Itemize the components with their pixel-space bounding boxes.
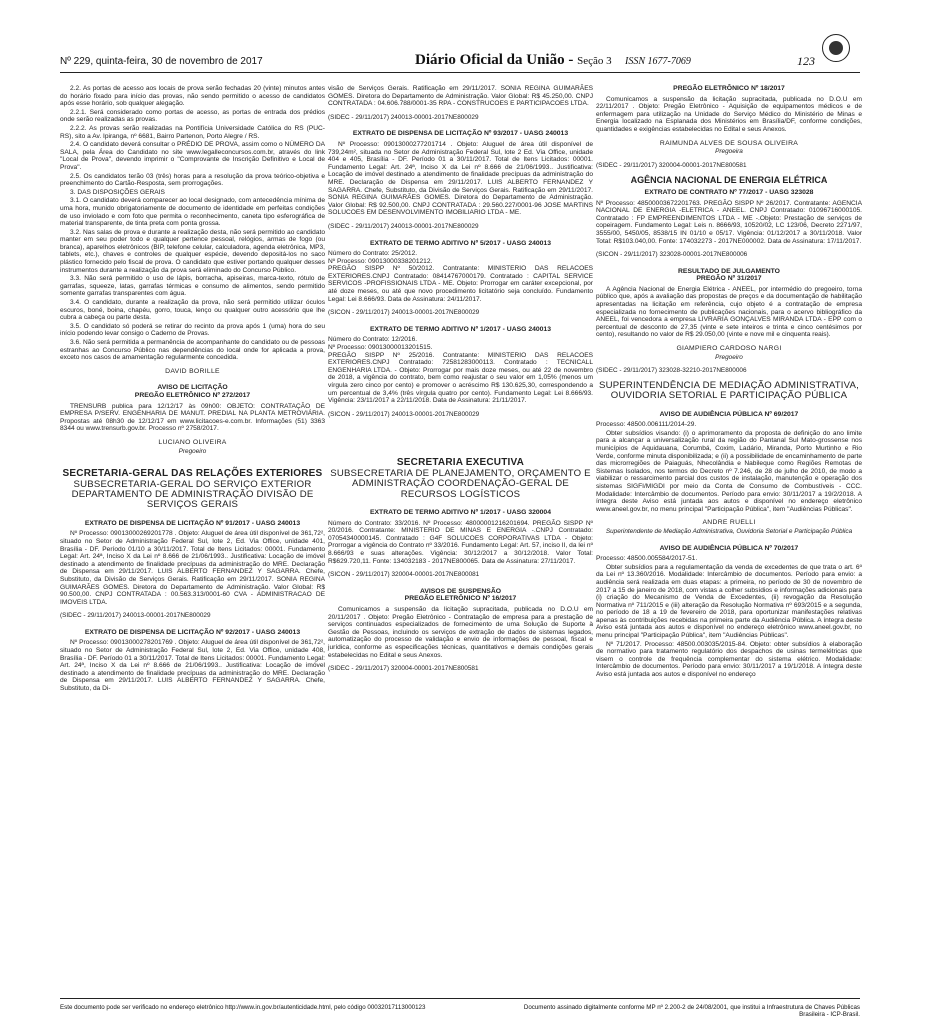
notice-title: EXTRATO DE TERMO ADITIVO Nº 5/2017 - UASG 240013 <box>369 239 551 247</box>
paragraph: 3.2. Nas salas de prova e durante a realização desta, não será permitido ao candidato manter em seu poder todo e qualquer pertence pessoal, relógios, armas de fogo (ou branca), aparelhos eletrônicos (BIP, telefone celular, calculadora, agenda eletrônica, MP3, tablets, etc.), chaves e controles de qualquer espécie, devendo depositá-los no saco plástico fornecido pelo fiscal de prova. O candidato que estiver portando qualquer desses instrumentos durante a realização da prova será eliminado do Concurso Público. <box>60 228 325 274</box>
notice-subtitle: PREGÃO ELETRÔNICO Nº 272/2017 <box>134 391 251 399</box>
signature-name: LUCIANO OLIVEIRA <box>158 438 227 446</box>
paragraph: Comunicamos a suspensão da licitação supracitada, publicada no D.O.U em 22/11/2017 . Objeto: Pregão Eletrônico - Aquisição de equipamentos médicos e de enfermagem para utilização na Unidade do Serviço Médico do Ministério de Minas e Energia localizado na Esplanada dos Ministérios em Brasília/DF, conforme condições, quantidades e exigências estabelecidas no Edital e seus Anexos. <box>596 95 862 133</box>
section-label: Seção 3 <box>577 55 612 67</box>
publication-code: (SIDEC - 29/11/2017) 320004-00001-2017NE800581 <box>596 161 747 169</box>
notice-title: EXTRATO DE TERMO ADITIVO Nº 1/2017 - UASG 320004 <box>369 509 551 516</box>
publication-code: (SIDEC - 29/11/2017) 320004-00001-2017NE800581 <box>328 665 479 673</box>
organization-heading: AGÊNCIA NACIONAL DE ENERGIA ELÉTRICA <box>630 175 828 186</box>
paragraph: Obter subsídios visando: (i) o aprimoramento da proposta de definição do ano limite para a alcançar a universalização rural da região do Pantanal Sul Mato-grossense nos municípios de Aquidauana, Corumbá, Coxim, Ladário, Miranda, Porto Murtinho e Rio Verde, conforme minuta disponibilizada; e (ii) a possibilidade de encaminhamento de parte das microrregiões de Paiaguás, Nhecolândia e Nabileque como Regiões Remotas de Sistemas Isolados, nos termos do Decreto nº 7.246, de 28 de julho de 2010, de modo a viabilizar o ressarcimento parcial dos custos de instalação, manutenção e operação dos sistemas SIGFI/MIGDI por meio da Conta de Consumo de Combustíveis - CCC. Modalidade: Intercâmbio de documentos. Período para envio: 30/11/2017 a 19/2/2018. A íntegra deste Aviso está juntada aos autos e disponível no endereço eletrônico www.aneel.gov.br, no menu principal "Participação Pública", item "Audiências Públicas". <box>596 429 862 513</box>
publication-code: (SICON - 29/11/2017) 323028-00001-2017NE800006 <box>596 251 748 259</box>
notice-title: EXTRATO DE DISPENSA DE LICITAÇÃO Nº 93/2017 - UASG 240013 <box>352 130 569 138</box>
publication-code: (SICON - 29/11/2017) 240013-00001-2017NE800029 <box>328 410 480 418</box>
publication-code: (SIDEC - 29/11/2017) 240013-00001-2017NE800029 <box>328 113 479 121</box>
process-number: Processo: 48500.005584/2017-51. <box>596 555 698 563</box>
footer-rule <box>60 998 860 999</box>
paragraph: 3.6. Não será permitida a permanência de acompanhante do candidato ou de pessoas estranhas ao Concurso Público nas dependências do local onde for aplicada a prova, exceto nos casos de amamentação regularmente concedida. <box>60 339 325 362</box>
paragraph: Nº 71/2017. Processo: 48500.003035/2015-84. Objeto: obter subsídios à elaboração de normativo para tratamento regulatório dos despachos de usinas termelétricas que visem o controle de frequência complementar do sistema elétrico. Modalidade: Intercâmbio de documentos. Período para envio: 30/11/2017 a 19/1/2018. A íntegra deste Aviso está juntada aos autos e disponível no endereço <box>596 640 862 679</box>
footer-verification: Este documento pode ser verificado no endereço eletrônico http://www.in.gov.br/autenticidade.html, pelo código 00032017113000123 <box>60 1004 426 1011</box>
signature-role: Pregoeira <box>715 148 743 156</box>
publication-code: (SICON - 29/11/2017) 320004-00001-2017NE800081 <box>328 571 480 579</box>
paragraph: Comunicamos a suspensão da licitação supracitada, publicada no D.O.U em 20/11/2017 . Objeto: Pregão Eletrônico - Contratação de empresa para a prestação de serviços continuados especializados de fornecimento de uma Solução de Suporte à Gestão de Pessoas, incluindo os serviços de extração de dados de sistemas legados, automatização do processo de validação e envio de informações de pessoal, fiscal e jurídica, conforme as especificações técnicas, quantitativos e demais condições gerais estabelecidas no Edital e seus Anexos. <box>328 605 593 659</box>
organization-heading: SUPERINTENDÊNCIA DE MEDIAÇÃO ADMINISTRATIVA, OUVIDORIA SETORIAL E PARTICIPAÇÃO PÚBLICA <box>598 379 860 402</box>
paragraph: Nº Processo: 09013000269201778 . Objeto: Aluguel de área útil disponível de 361,72², situado no Setor de Administração Federal Sul, lote 2, Ed. Via Office, unidade 401, Brasília - DF. Período 01/10 a 30/11/2017. Total de Itens Licitados: 00001. Fundamento Legal: Art. 24ª, Inciso X da Lei nº 8.666 de 21/06/1993.. Justificativa: Locação de imóvel destinado a atendimento de finalidade precípuas da administração do MRE. Declaração de Dispensa em 29/11/2017. LUIS ALBERTO FERNANDEZ Y SAGARRA. Chefe, Substituto, da Divisão de Serviços Gerais. Ratificação em 29/11/2017. SONIA REGINA GUIMARÃES GOMES. Diretora do Departamento de Administração. Valor Global: R$ 90.500,00. CNPJ CONTRATADA : 00.563.313/0001-60 CVA - ADMINISTRACAO DE IMOVEIS LTDA. <box>60 530 325 606</box>
notice-subtitle: PREGÃO Nº 31/2017 <box>696 275 762 283</box>
journal-name: Diário Oficial da União - <box>415 52 574 68</box>
notice-title: AVISOS DE SUSPENSÃO <box>419 587 502 595</box>
column-3 <box>596 85 862 680</box>
signature-name: GIAMPIERO CARDOSO NARGI <box>676 345 782 353</box>
notice-subtitle: PREGÃO ELETRÔNICO Nº 16/2017 <box>404 595 517 603</box>
issue-date: Nº 229, quinta-feira, 30 de novembro de 2017 <box>60 56 263 67</box>
paragraph: A Agência Nacional de Energia Elétrica - ANEEL, por intermédio do pregoeiro, torna público que, após a avaliação das propostas de preços e da documentação de habilitação apresentadas na licitação em referência, cujo objeto é a contratação de empresa especializada no fornecimento de publicações nacionais, para o acervo bibliográfico da ANEEL, foi vencedora a empresa LIVRARIA GONÇALVES MIRANDA LTDA - EPP com o percentual de desconto de 27,35 (vinte e sete inteiros e trinta e cinco centésimos por cento), resultando no valor de R$ 29.050,00 (vinte e nove mil e cinquenta reais). <box>596 285 862 339</box>
page-number: 123 <box>797 54 815 68</box>
organization-heading: SECRETARIA-GERAL DAS RELAÇÕES EXTERIORES <box>62 468 323 480</box>
paragraph: Nº Processo: 09013000278201769 . Objeto: Aluguel de área útil disponível de 361,72², situado no Setor de Administração Federal Sul, lote 2, Ed. Via Office, unidade 408, Brasília - DF. Período 01 a 30/11/2017. Total de Itens Licitados: 00001. Fundamento Legal: Art. 24ª, Inciso X da Lei nº 8.666 de 21/06/1993.. Justificativa: Locação de imóvel destinado a atendimento de finalidade precípuas da administração do MRE. Declaração de Dispensa em 29/11/2017. LUIS ALBERTO FERNANDEZ Y SAGARRA. Chefe, Substituto, da Di- <box>60 639 325 693</box>
imprensa-nacional-seal-icon <box>822 34 850 62</box>
paragraph: TRENSURB publica para 12/12/17 às 09h00: OBJETO: CONTRATAÇÃO DE EMPRESA P/SERV. ENGENHARIA DE MANUT. PREDIAL NA PLANTA METROVIÁRIA. Propostas até 08h30 de 12/12/17 em www.licitacoes-e.com.br. Informações (51) 3363 8344 ou www.trensurb.gov.br. Processo nº 2758/2017. <box>60 402 325 433</box>
column-1 <box>60 85 325 694</box>
paragraph: 3.4. O candidato, durante a realização da prova, não será permitido utilizar óculos escuros, boné, boina, chapéu, gorro, touca, lenço ou qualquer outro acessório que lhe cubra a cabeça ou parte desta. <box>60 299 325 322</box>
footer-signature-notice: Documento assinado digitalmente conforme MP nº 2.200-2 de 24/08/2001, que institui a Infraestrutura de Chaves Públicas Brasileira - ICP-Brasil. <box>523 1004 860 1018</box>
paragraph: 2.2.1. Será considerado como portas de acesso, as portas de entrada dos prédios onde serão realizadas as provas. <box>60 108 325 124</box>
paragraph: 2.2. As portas de acesso aos locais de prova serão fechadas 20 (vinte) minutos antes do horário fixado para início das provas, não sendo permitido o acesso de candidatos após esse horário, sob qualquer alegação. <box>60 85 325 108</box>
notice-title: EXTRATO DE DISPENSA DE LICITAÇÃO Nº 92/2017 - UASG 240013 <box>84 628 301 636</box>
publication-code: (SICON - 29/11/2017) 240013-00001-2017NE800029 <box>328 309 480 317</box>
notice-title: EXTRATO DE DISPENSA DE LICITAÇÃO Nº 91/2017 - UASG 240013 <box>84 519 301 527</box>
notice-title: PREGÃO ELETRÔNICO Nº 18/2017 <box>673 85 785 92</box>
paragraph: Número do Contrato: 33/2016. Nº Processo: 48000001216201694. PREGÃO SISPP Nº 20/2016. Contratante: MINISTERIO DE MINAS E ENERGIA -.CNPJ Contratado: 07054340000145. Contratado : G4F SOLUCOES CORPORATIVAS LTDA - Objeto: Prorrogar a vigência do Contrato nº 33/2016. Fundamento Legal: Art. 57, inciso II, da lei nº 8.666/93 e suas alterações. Vigência: 30/12/2017 a 30/12/2018. Valor Total: R$629.720,11. Fonte: 134032183 - 2017NE800065. Data de Assinatura: 27/11/2017. <box>328 519 593 565</box>
notice-title: EXTRATO DE TERMO ADITIVO Nº 1/2017 - UASG 240013 <box>369 325 551 333</box>
publication-code: (SIDEC - 29/11/2017) 240013-00001-2017NE800029 <box>60 612 211 620</box>
signature-name: RAIMUNDA ALVES DE SOUSA OLIVEIRA <box>659 139 799 147</box>
paragraph: Nº Processo: 09013000277201714 . Objeto: Aluguel de área útil disponível de 739,24m², situada no Setor de Administração Federal Sul, lote 2 Ed. Via Office, unidade 404 e 405, Brasília - DF. Período 01 a 30/11/2017. Total de Itens Licitados: 00001. Fundamento Legal: Art. 24ª, Inciso X da Lei nº 8.666 de 21/06/1993.. Justificativa: Locação de imóvel destinado a atendimento de finalidade precípuas da administração do MRE. Declaração de Dispensa em 29/11/2017. LUIS ALBERTO FERNANDEZ Y SAGARRA. Chefe, Substituto, da Divisão de Serviços Gerais. Ratificação em 29/11/2017. SONIA REGINA GUIMARÃES GOMES. Diretora do Departamento de Administração. Valor Global: R$ 92.500,00. CNPJ CONTRATADA : 29.560.227/0001-96 JOSE MARTINS SOLUCOES EM DESENVOLVIMENTO IMOBILIARIO LTDA - ME. <box>328 140 593 217</box>
publication-code: (SIDEC - 29/11/2017) 240013-00001-2017NE800029 <box>328 222 479 230</box>
paragraph: 3.3. Não será permitido o uso de lápis, borracha, apiseiras, marca-texto, rótulo de garrafas, squeeze, latas, garrafas térmicas e consumo de alimentos, sendo permitido somente garrafas transparentes com água. <box>60 275 325 298</box>
notice-title: RESULTADO DE JULGAMENTO <box>678 267 780 275</box>
publication-code: (SIDEC - 29/11/2017) 323028-32210-2017NE800006 <box>596 367 747 375</box>
paragraph: Número do Contrato: 12/2016. Nº Processo: 09013000013201515. PREGÃO SISPP Nº 25/2016. Contratante: MINISTERIO DAS RELACOES EXTERIORES.CNPJ Contratado: 72581283000113. Contratado : TECNICALL ENGENHARIA LTDA. - Objeto: Prorrogar por mais doze meses, ou até 22 de novembro de 2018, a vigência do contrato, bem como reajustar o seu valor em 1,05% (menos um vírgula zero cinco por cento) e promover o acréscimo R$ 130.625,30, correspondendo a um percentual de 3,4% (três vírgula quatro por cento). Fundamento Legal: Lei 8.666/93. Vigência: 23/11/2017 a 22/11/2018. Data de Assinatura: 21/11/2017. <box>328 336 593 405</box>
paragraph: visão de Serviços Gerais. Ratificação em 29/11/2017. SONIA REGINA GUIMARÃES GOMES. Diretora do Departamento de Administração. Valor Global: R$ 45.250,00. CNPJ CONTRATADA : 04.606.788/0001-35 RPA - CONSTRUCOES E PARTICIPACOES LTDA. <box>328 85 593 108</box>
signature-name: DAVID BORILLE <box>165 367 220 375</box>
paragraph: Nº Processo: 48500003672201763. PREGÃO SISPP Nº 26/2017. Contratante: AGENCIA NACIONAL DE ENERGIA -ELETRICA - ANEEL. CNPJ Contratado: 01096716000105. Contratado : FP EMPREENDIMENTOS LTDA - ME -.Objeto: Prestação de serviços de copeiragem. Fundamento Legal: Leis n. 8666/93, 10520/02, LC 123/06, Decreto 2271/97, 3555/00, 5450/05, 8538/15 IN 01/10 e 05/17. Vigência: 01/12/2017 a 30/11/2018. Valor Total: R$103.040,00. Fonte: 174032273 - 2017NE000002. Data de Assinatura: 17/11/2017. <box>596 199 862 245</box>
signature-role: Pregoeiro <box>178 447 207 455</box>
notice-title: AVISO DE AUDIÊNCIA PÚBLICA Nº 69/2017 <box>659 410 799 418</box>
header-rule <box>60 72 860 73</box>
paragraph: 3.5. O candidato só poderá se retirar do recinto da prova após 1 (uma) hora do seu início podendo levar consigo o Caderno de Provas. <box>60 322 325 338</box>
paragraph: 3.1. O candidato deverá comparecer ao local designado, com antecedência mínima de uma hora, munido obrigatoriamente de documento de identidade em perfeitas condições de uso inviolado e com foto que permita o reconhecimento, caneta tipo esferográfica de material transparente, de tinta preta com ponta grossa. <box>60 197 325 228</box>
organization-subheading: SUBSECRETARIA DE PLANEJAMENTO, ORÇAMENTO E ADMINISTRAÇÃO COORDENAÇÃO-GERAL DE RECURSOS LOGÍSTICOS <box>330 467 591 500</box>
organization-heading: SECRETARIA EXECUTIVA <box>396 457 525 469</box>
notice-title: AVISO DE AUDIÊNCIA PÚBLICA Nº 70/2017 <box>659 544 799 552</box>
journal-title <box>415 52 612 69</box>
signature-name: ANDRE RUELLI <box>702 519 756 527</box>
paragraph: 2.4. O candidato deverá consultar o PRÉDIO DE PROVA, assim como o NÚMERO DA SALA, pela Área do Candidato no site www.legalleconcursos.com.br, através do link "Local de Prova", devendo imprimir o "Comprovante de Inscrição Definitivo e Local de Prova". <box>60 141 325 171</box>
process-number: Processo: 48500.006111/2014-29. <box>596 421 697 429</box>
paragraph: 2.2.2. As provas serão realizadas na Pontifícia Universidade Católica do RS (PUC-RS), sito a Av. Ipiranga, nº 6681, Bairro Partenon, Porto Alegre / RS. <box>60 124 325 140</box>
page-header <box>60 52 878 72</box>
column-2 <box>328 85 593 679</box>
notice-title: EXTRATO DE CONTRATO Nº 77/2017 - UASG 323028 <box>644 188 814 196</box>
section-heading: 3. DAS DISPOSIÇÕES GERAIS <box>70 188 165 196</box>
paragraph: 2.5. Os candidatos terão 03 (três) horas para a resolução da prova teórico-objetiva e preenchimento do Cartão-Resposta, sem prorrogações. <box>60 172 325 188</box>
paragraph: Número do Contrato: 25/2012. Nº Processo: 09013000338201212. PREGÃO SISPP Nº 50/2012. Contratante: MINISTERIO DAS RELACOES EXTERIORES.CNPJ Contratado: 08414767000179. Contratado : CAPITAL SERVICE SERVICOS -PROFISSIONAIS LTDA - ME. Objeto: Prorrogar em caráter excepcional, por até doze meses, ou até que novo procedimento licitatório seja concluído. Fundamento Legal: Lei 8.666/93. Data de Assinatura: 24/11/2017. <box>328 250 593 303</box>
notice-title: AVISO DE LICITAÇÃO <box>157 384 228 392</box>
issn: ISSN 1677-7069 <box>625 56 691 67</box>
paragraph: Obter subsídios para a regulamentação da venda de excedentes de que trata o art. 6º da Lei nº 13.360/2016. Modalidade: Intercâmbio de documentos. Período para envio: a audiência será realizada em duas etapas: a primeira, no período de 30 de novembro de 2017 a 15 de janeiro de 2018, com vistas a colher subsídios e informações adicionais para (i) criação do Mecanismo de Venda de Excedentes, (ii) revogação da Resolução Normativa nº 711/2015 e (iii) alteração da Resolução Normativa nº 693/2015 e a segunda, no período de 18 a 19 de fevereiro de 2018, para oportunizar manifestações relativas apenas às contribuições recebidas na primeira parte da Audiência Pública. A íntegra deste Aviso está juntada aos autos e disponível no endereço eletrônico www.aneel.gov.br, no menu principal "Participação Pública", item "Audiências Públicas". <box>596 563 862 640</box>
signature-role: Pregoeiro <box>715 353 743 361</box>
signature-role: Superintendente de Mediação Administrativa, Ouvidoria Setorial e Participação Pública <box>605 527 853 535</box>
organization-subheading: SUBSECRETARIA-GERAL DO SERVIÇO EXTERIOR DEPARTAMENTO DE ADMINISTRAÇÃO DIVISÃO DE SERVIÇOS GERAIS <box>71 478 314 511</box>
